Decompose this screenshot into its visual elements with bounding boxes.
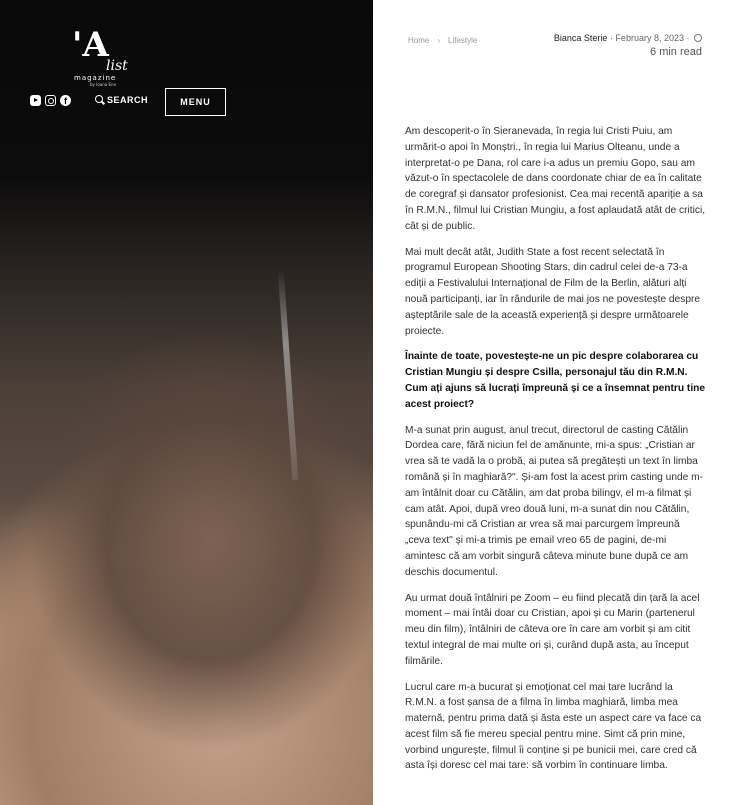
hair-parting bbox=[278, 270, 299, 480]
search-label: SEARCH bbox=[107, 95, 149, 105]
instagram-icon[interactable] bbox=[45, 95, 56, 106]
breadcrumb-home[interactable]: Home bbox=[408, 36, 430, 45]
article-paragraph: M-a sunat prin august, anul trecut, directorul de casting Cătălin Dordea care, fără niciun fel de amănunte, mi-a spus: „Cristian ar vrea să te vadă la o probă, ai putea să pregătești un text în limba română și în maghiară?". Și-am fost la acest prim casting unde m-am întâlnit doar cu Cătălin, am dat proba bilingv, el m-a filmat și cam atât. Apoi, după vreo două luni, m-a sunat din nou Cătălin, spunându-mi că Cristian ar vrea să mai parcurgem împreună „ceva text" și mi-a trimis pe email vreo 65 de pagini, de-mi amintesc că am vorbit singură câteva minute bune după ce am deschis documentul. bbox=[405, 424, 704, 578]
article-panel bbox=[373, 0, 732, 805]
youtube-icon[interactable] bbox=[30, 95, 41, 106]
logo-magazine-text: magazine bbox=[74, 74, 117, 82]
article-paragraph: Au urmat două întâlniri pe Zoom – eu fiind plecată din țară la acel moment – mai întâi doar cu Cristian, apoi și cu Marin (partenerul meu din film), întâlniri de câteva ore în care am vorbit și am citit textul integral de mai multe ori și, curând după asta, au început filmările. bbox=[405, 592, 700, 667]
menu-button[interactable]: MENU bbox=[165, 88, 226, 116]
interview-question: Înainte de toate, povestește-ne un pic despre colaborarea cu Cristian Mungiu și despre Csilla, personajul tău din R.M.N. Cum ați ajuns să lucrați împreună și ce a însemnat pentru tine acest proiect? bbox=[405, 351, 706, 410]
search-button[interactable] bbox=[95, 95, 148, 105]
article-body bbox=[405, 124, 707, 784]
search-icon bbox=[95, 95, 103, 103]
breadcrumb-separator: › bbox=[437, 36, 441, 45]
publish-date: · February 8, 2023 · bbox=[609, 33, 690, 43]
breadcrumb bbox=[408, 36, 477, 45]
article-paragraph: Mai mult decât atât, Judith State a fost recent selectată în programul European Shooting Stars, din cadrul celei de-a 73-a ediții a Festivalului Internațional de Film de la Berlin, alături alți nouă participanți, iar în rândurile de mai jos ne povestește despre așteptările sale de la această experiență și despre următoarele proiecte. bbox=[405, 246, 701, 337]
clock-icon bbox=[694, 34, 702, 42]
logo-subtitle: by Ioana Ene bbox=[90, 82, 117, 87]
article-paragraph: Am descoperit-o în Sieranevada, în regia lui Cristi Puiu, am urmărit-o apoi în Monștri., în regia lui Marius Olteanu, unde a interpretat-o pe Dana, rol care i-a adus un premiu Gopo, sau am văzut-o în spectacolele de dans coordonate chiar de ea în calitate de coregraf și dansator profesionist. Cea mai recentă apariție a sa în R.M.N., filmul lui Cristian Mungiu, a fost aplaudată atât de critici, cât și de public. bbox=[405, 126, 706, 232]
author-name[interactable]: Bianca Sterie bbox=[553, 33, 608, 43]
logo-list-text: list bbox=[106, 58, 128, 74]
article-meta bbox=[554, 33, 702, 58]
read-time: 6 min read bbox=[650, 46, 702, 58]
site-logo[interactable] bbox=[72, 25, 128, 87]
article-paragraph: Lucrul care m-a bucurat și emoționat cel mai tare lucrând la R.M.N. a fost șansa de a filma în limba maghiară, limba mea maternă, pentru prima dată și ăsta este un aspect care va face ca acest film să fie mereu special pentru mine. Simt că prin mine, vorbind ungurește, filmul îi conține și pe bunicii mei, care cred că asta își doresc cel mai tare: să vorbim în continuare limba. bbox=[405, 681, 702, 772]
breadcrumb-category[interactable]: Lifestyle bbox=[448, 36, 478, 45]
logo-letter: 'A bbox=[72, 25, 109, 65]
social-links bbox=[30, 95, 71, 106]
facebook-icon[interactable]: f bbox=[60, 95, 71, 106]
